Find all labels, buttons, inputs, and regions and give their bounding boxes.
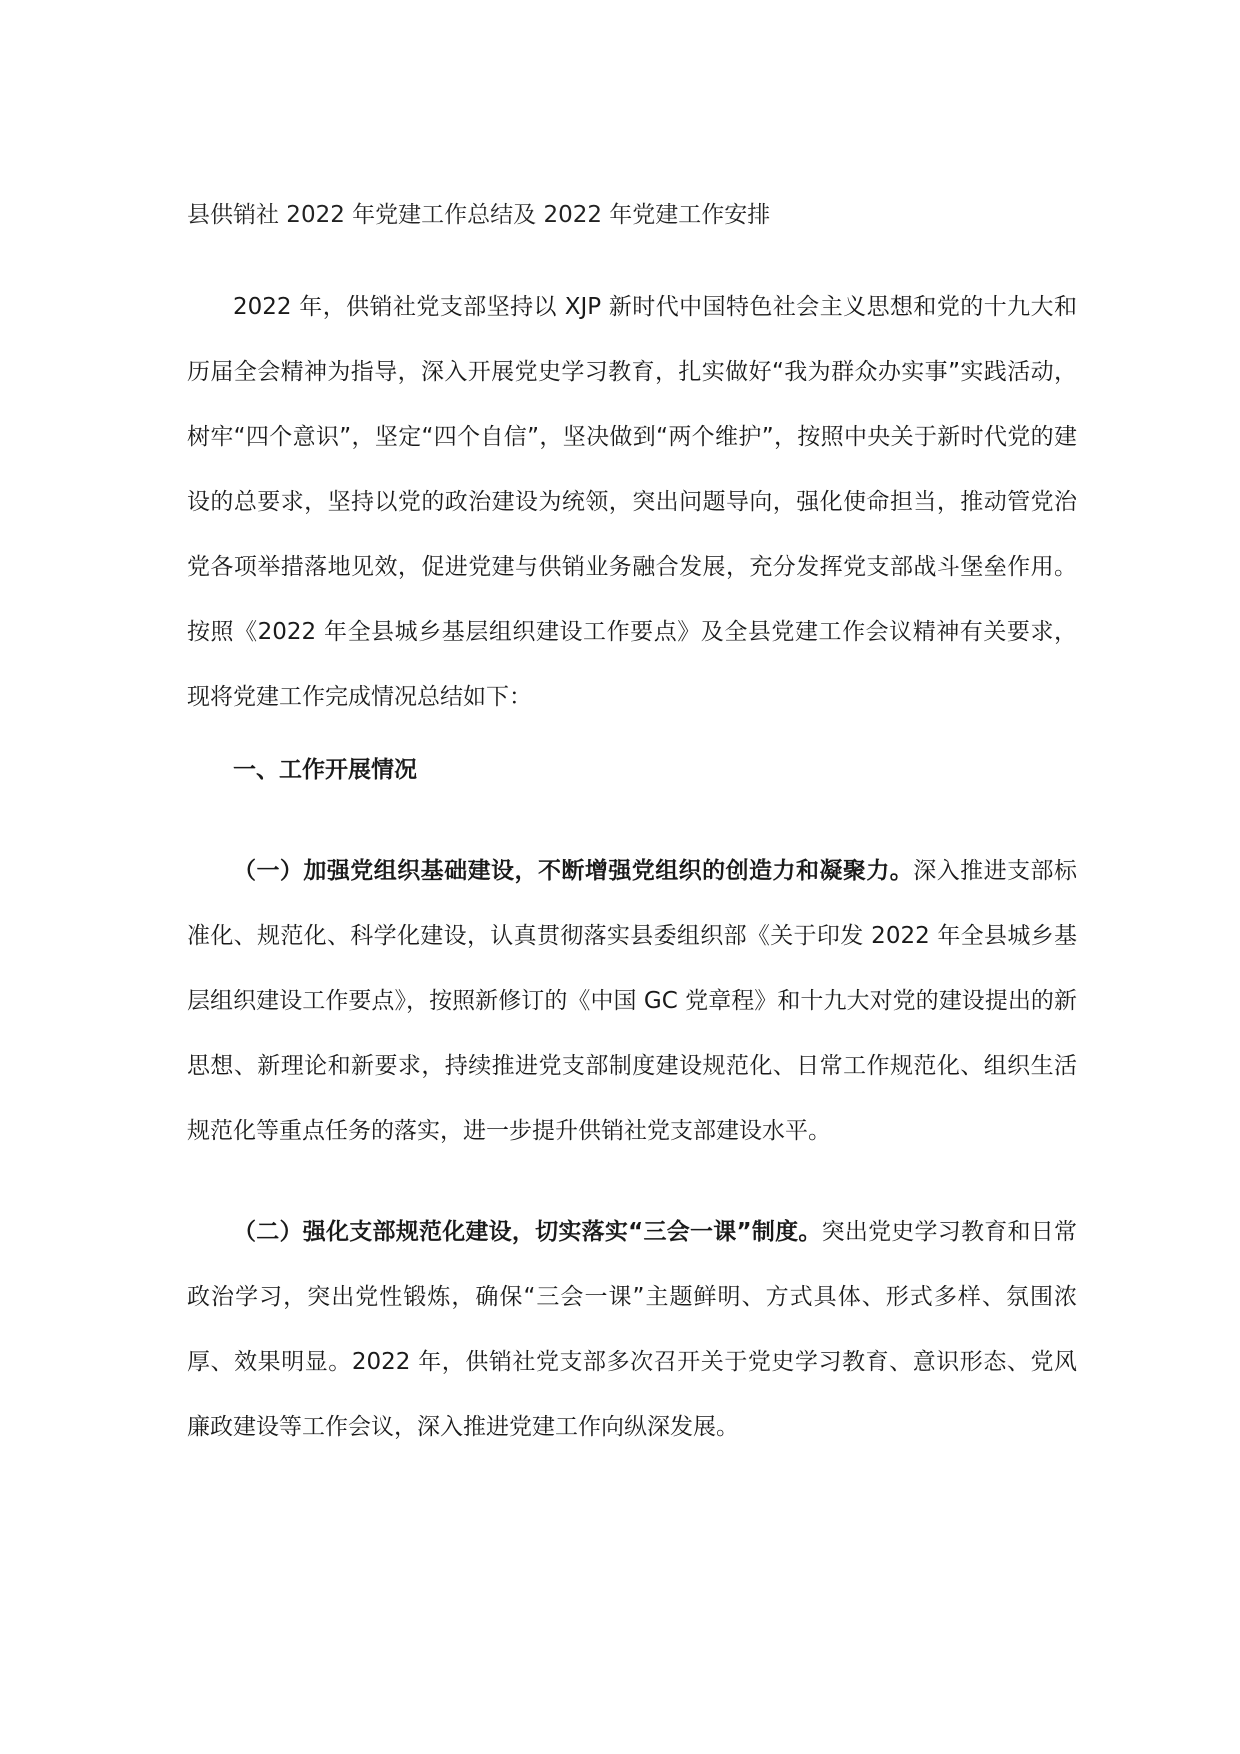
section-heading-work-progress: 一、工作开展情况 [233,757,417,783]
section-item-2-lead: （二）强化支部规范化建设，切实落实“三会一课”制度。 [233,1219,822,1245]
section-item-1-lead: （一）加强党组织基础建设，不断增强党组织的创造力和凝聚力。 [233,858,914,884]
section-item-2-paragraph [187,1200,1077,1460]
document-title: 县供销社 2022 年党建工作总结及 2022 年党建工作安排 [187,202,771,228]
section-item-1-paragraph [187,839,1077,1164]
section-item-1-body: 深入推进支部标准化、规范化、科学化建设，认真贯彻落实县委组织部《关于印发 2022 年全县城乡基层组织建设工作要点》，按照新修订的《中国 GC 党章程》和十九大对党的建设提出的新思想、新理论和新要求，持续推进党支部制度建设规范化、日常工作规范化、组织生活规范化等重点任务的落实，进一步提升供销社党支部建设水平。 [187,858,1078,1144]
document-body [187,200,1077,1460]
section-item-2-body: 突出党史学习教育和日常政治学习，突出党性锻炼，确保“三会一课”主题鲜明、方式具体、形式多样、氛围浓厚、效果明显。2022 年，供销社党支部多次召开关于党史学习教育、意识形态、党风廉政建设等工作会议，深入推进党建工作向纵深发展。 [187,1219,1078,1440]
intro-paragraph: 2022 年，供销社党支部坚持以 XJP 新时代中国特色社会主义思想和党的十九大和历届全会精神为指导，深入开展党史学习教育，扎实做好“我为群众办实事”实践活动，树牢“四个意识”，坚定“四个自信”，坚决做到“两个维护”，按照中央关于新时代党的建设的总要求，坚持以党的政治建设为统领，突出问题导向，强化使命担当，推动管党治党各项举措落地见效，促进党建与供销业务融合发展，充分发挥党支部战斗堡垒作用。按照《2022 年全县城乡基层组织建设工作要点》及全县党建工作会议精神有关要求，现将党建工作完成情况总结如下： [187,294,1077,710]
